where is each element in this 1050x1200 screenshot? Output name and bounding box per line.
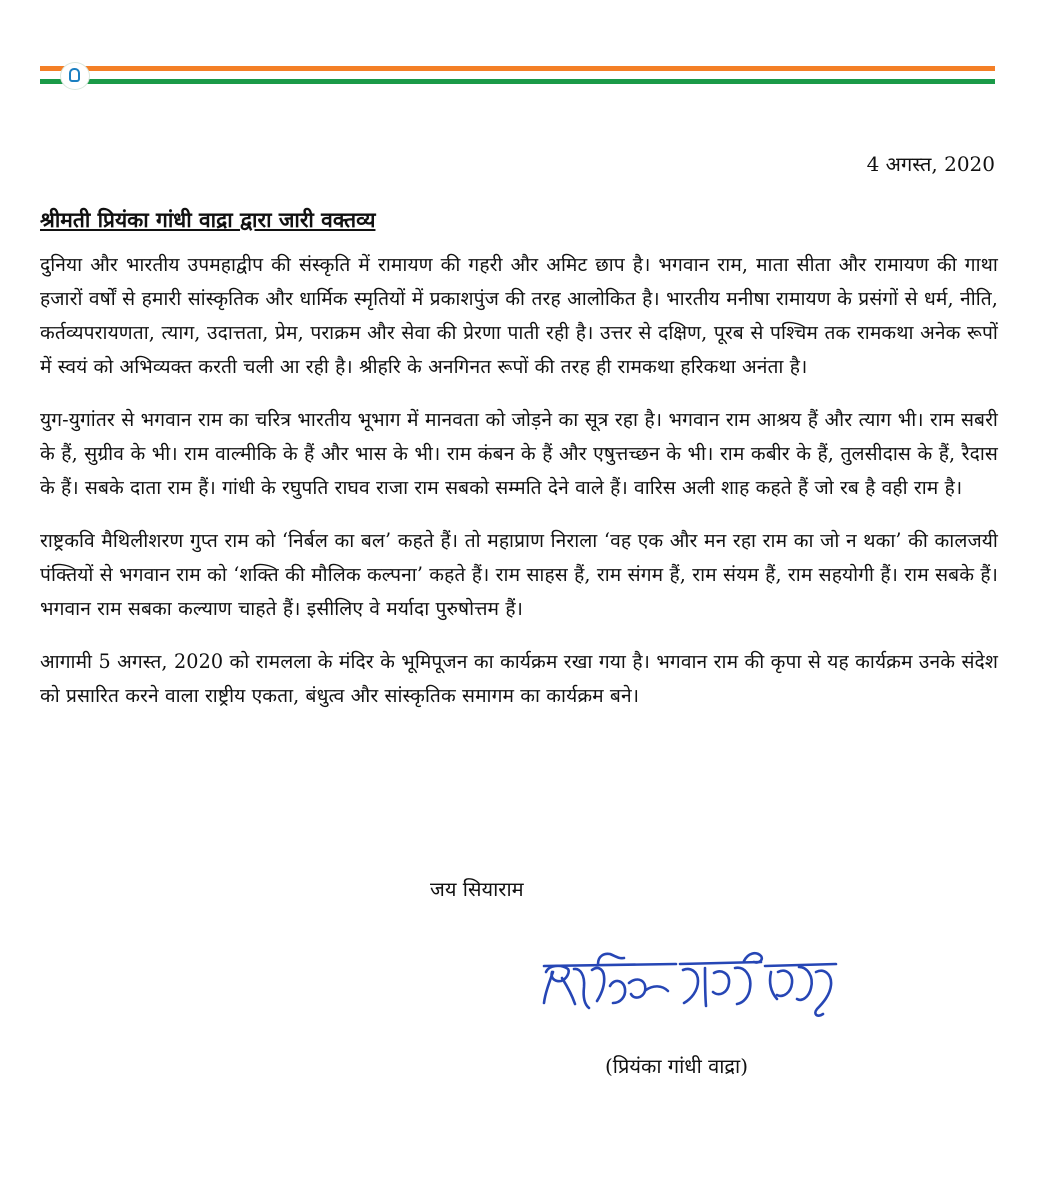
document-title: श्रीमती प्रियंका गांधी वाद्रा द्वारा जारी वक्तव्य bbox=[40, 207, 376, 232]
white-stripe bbox=[40, 73, 995, 78]
header-tricolor-band bbox=[40, 62, 995, 90]
statement-body bbox=[40, 248, 998, 732]
paragraph-2: युग-युगांतर से भगवान राम का चरित्र भारतीय भूभाग में मानवता को जोड़ने का सूत्र रहा है। भगवान राम आश्रय हैं और त्याग भी। राम सबरी के हैं, सुग्रीव के भी। राम वाल्मीकि के हैं और भास के भी। राम कंबन के हैं और एषुत्तच्छन के भी। राम कबीर के हैं, तुलसीदास के हैं, रैदास के हैं। सबके दाता राम हैं। गांधी के रघुपति राघव राजा राम सबको सम्मति देने वाले हैं। वारिस अली शाह कहते हैं जो रब है वही राम है। bbox=[40, 408, 998, 499]
handwritten-signature bbox=[540, 948, 840, 1023]
paragraph-4: आगामी 5 अगस्त, 2020 को रामलला के मंदिर के भूमिपूजन का कार्यक्रम रखा गया है। भगवान राम की कृपा से यह कार्यक्रम उनके संदेश को प्रसारित करने वाला राष्ट्रीय एकता, बंधुत्व और सांस्कृतिक समागम का कार्यक्रम बने। bbox=[40, 650, 998, 707]
paragraph-1: दुनिया और भारतीय उपमहाद्वीप की संस्कृति में रामायण की गहरी और अमिट छाप है। भगवान राम, माता सीता और रामायण की गाथा हजारों वर्षों से हमारी सांस्कृतिक और धार्मिक स्मृतियों में प्रकाशपुंज की तरह आलोकित है। भारतीय मनीषा रामायण के प्रसंगों से धर्म, नीति, कर्तव्यपरायणता, त्याग, उदात्तता, प्रेम, पराक्रम और सेवा की प्रेरणा पाती रही है। उत्तर से दक्षिण, पूरब से पश्चिम तक रामकथा अनेक रूपों में स्वयं को अभिव्यक्त करती चली आ रही है। श्रीहरि के अनगिनत रूपों की तरह ही रामकथा हरिकथा अनंता है। bbox=[40, 253, 998, 378]
closing-salutation: जय सियाराम bbox=[430, 877, 524, 901]
document-date: 4 अगस्त, 2020 bbox=[866, 152, 995, 176]
hand-symbol-icon bbox=[60, 62, 90, 90]
green-stripe bbox=[40, 79, 995, 84]
paragraph-3: राष्ट्रकवि मैथिलीशरण गुप्त राम को ‘निर्बल का बल’ कहते हैं। तो महाप्राण निराला ‘वह एक और मन रहा राम का जो न थका’ की कालजयी पंक्तियों से भगवान राम को ‘शक्ति की मौलिक कल्पना’ कहते हैं। राम साहस हैं, राम संगम हैं, राम संयम हैं, राम सहयोगी हैं। राम सबके हैं। भगवान राम सबका कल्याण चाहते हैं। इसीलिए वे मर्यादा पुरुषोत्तम हैं। bbox=[40, 529, 998, 620]
signer-name: (प्रियंका गांधी वाद्रा) bbox=[605, 1054, 749, 1078]
saffron-stripe bbox=[40, 66, 995, 71]
